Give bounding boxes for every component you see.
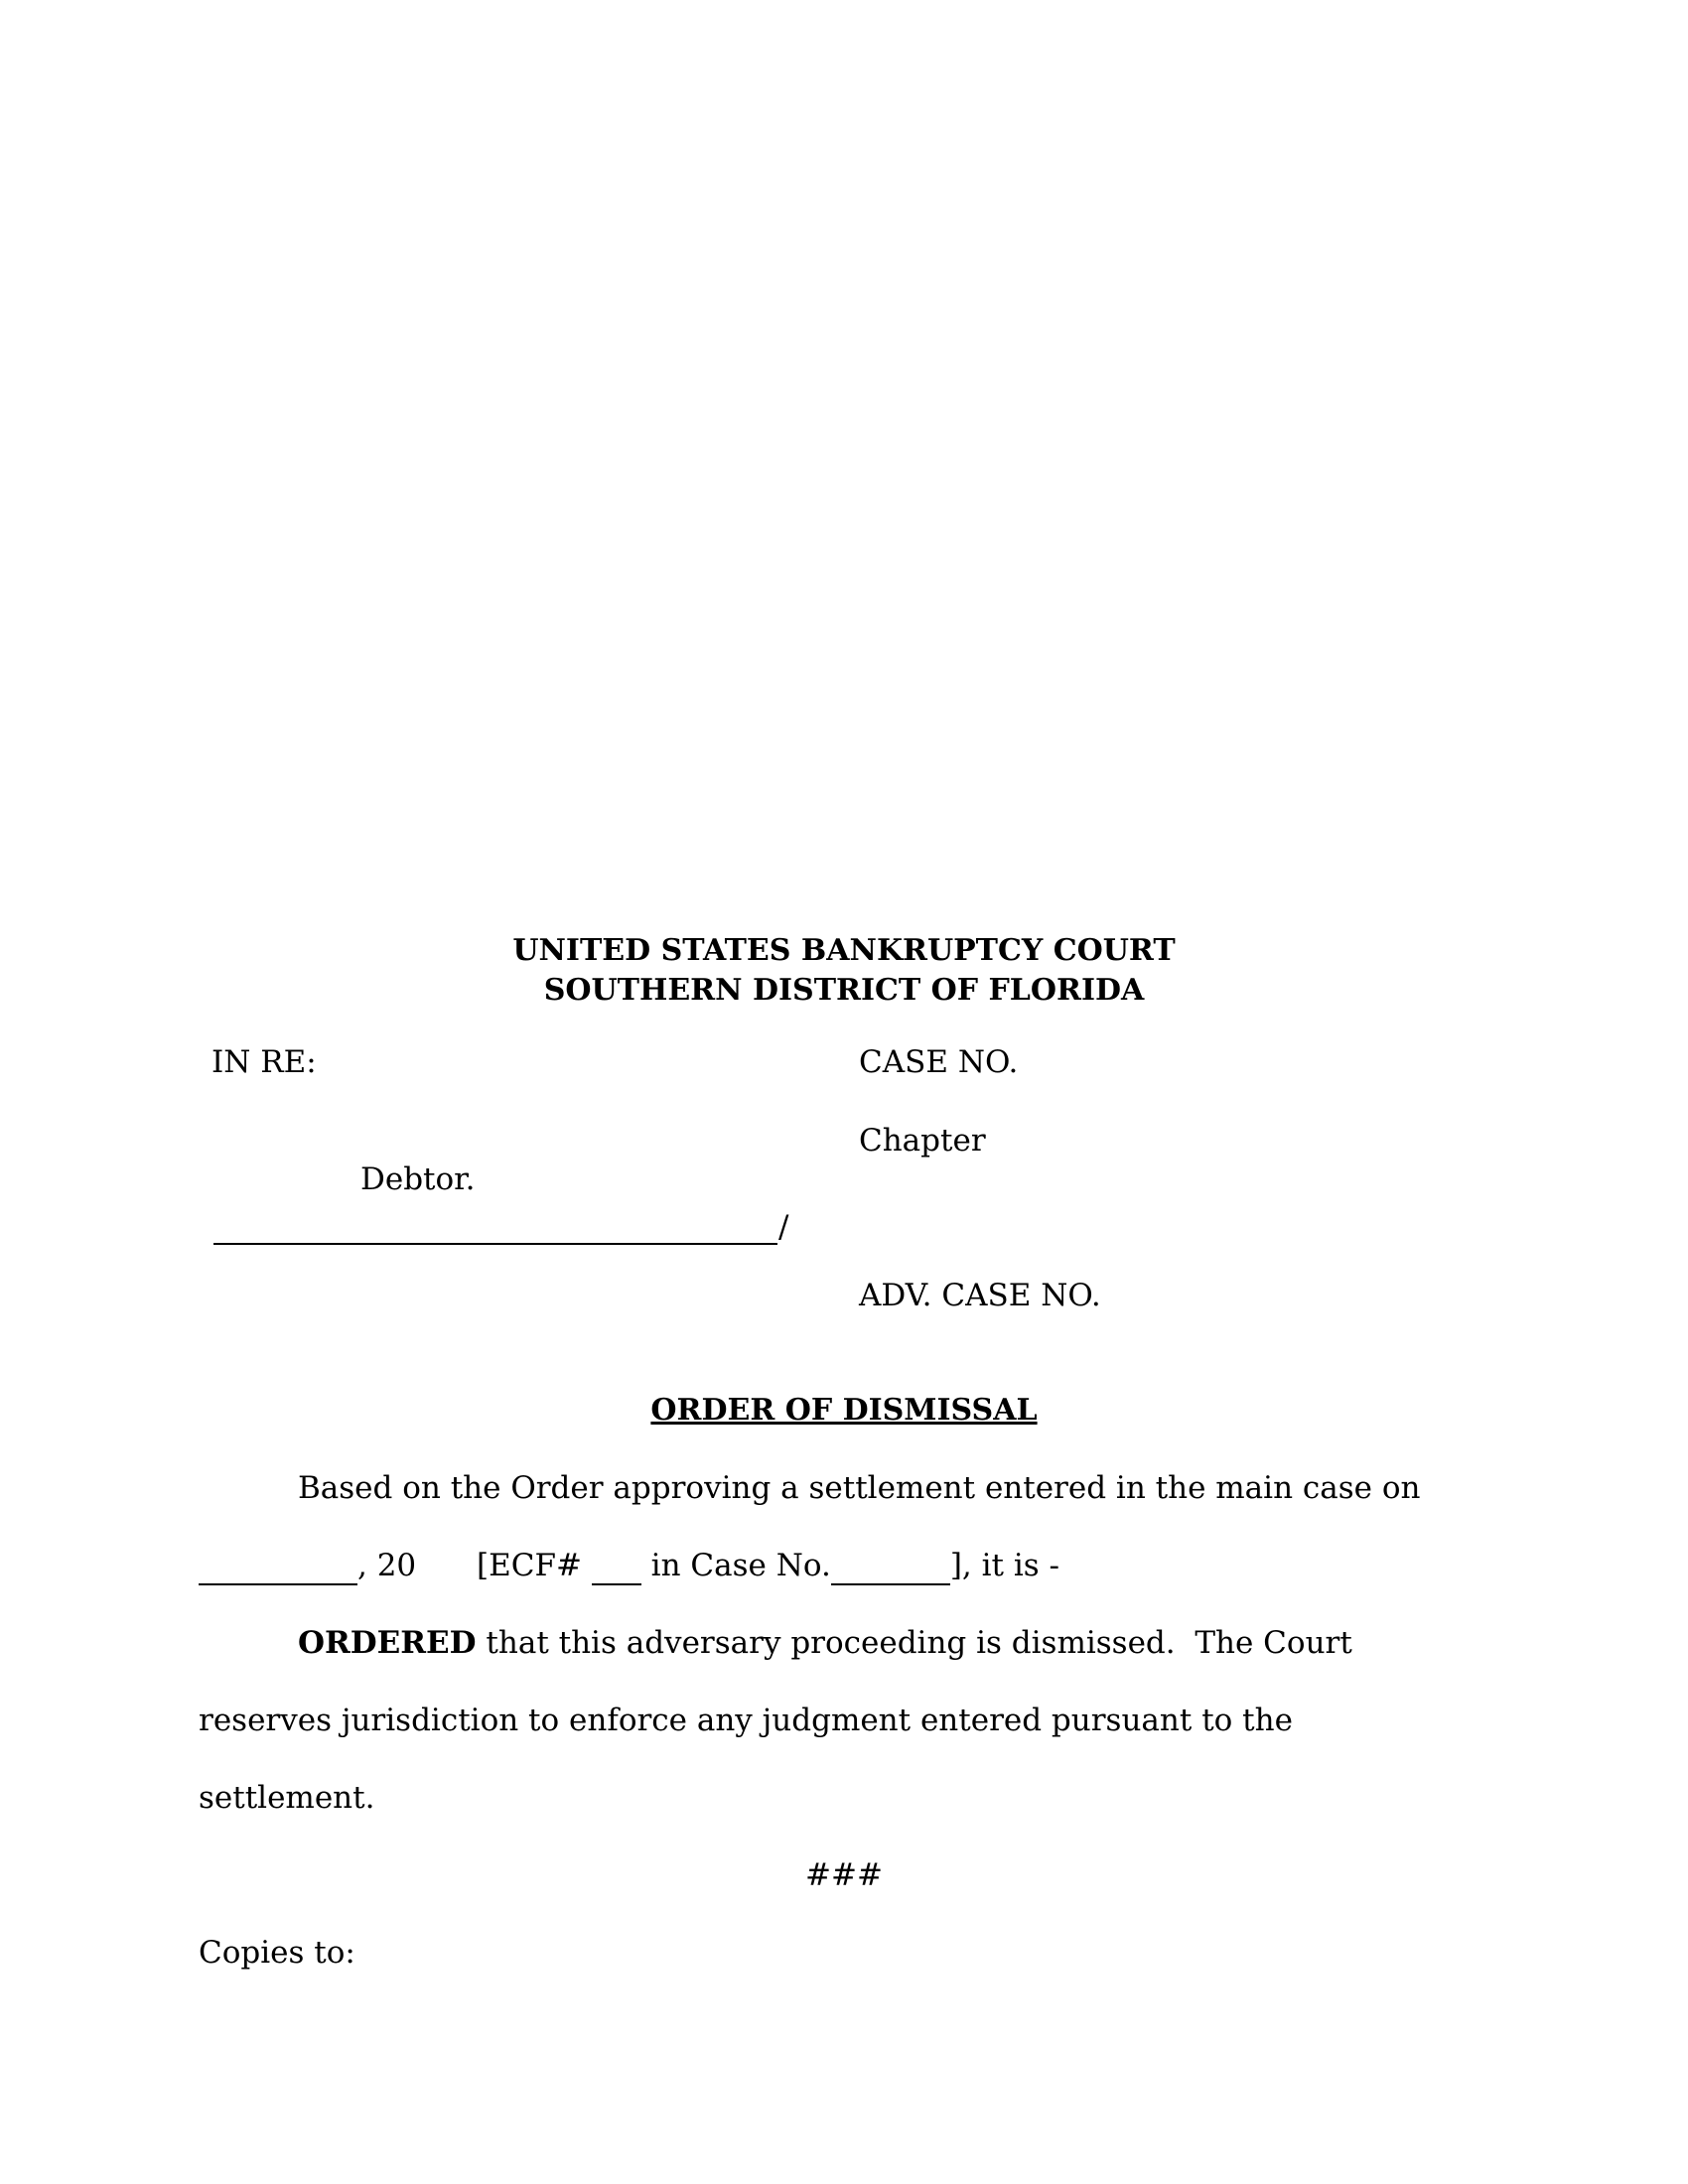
order-paragraph-1-line-2	[199, 1548, 416, 1585]
caption-signature-line	[213, 1243, 777, 1245]
ecf-label: [ECF#	[477, 1548, 582, 1583]
order-title: ORDER OF DISMISSAL	[650, 1393, 1038, 1428]
in-re-label: IN RE:	[211, 1044, 317, 1080]
chapter-label: Chapter	[859, 1123, 986, 1159]
it-is-text: ], it is -	[949, 1548, 1059, 1583]
ordered-word: ORDERED	[298, 1625, 477, 1661]
debtor-label: Debtor.	[360, 1161, 476, 1197]
copies-to-label: Copies to:	[199, 1935, 355, 1971]
order-paragraph-1-line-1: Based on the Order approving a settlement entered in the main case on	[298, 1470, 1421, 1506]
order-paragraph-2-line-2: reserves jurisdiction to enforce any judgment entered pursuant to the	[199, 1703, 1293, 1738]
in-case-no-text: in Case No.	[650, 1548, 831, 1583]
court-district-line: SOUTHERN DISTRICT OF FLORIDA	[543, 973, 1145, 1008]
date-blank	[199, 1548, 357, 1585]
court-name-line-1: UNITED STATES BANKRUPTCY COURT	[512, 933, 1176, 968]
court-name	[0, 931, 1688, 1011]
main-case-number-blank	[831, 1548, 950, 1585]
order-paragraph-2-line-3: settlement.	[199, 1780, 375, 1816]
ecf-number-blank	[592, 1548, 641, 1585]
ordered-text: that this adversary proceeding is dismissed. The Court	[476, 1625, 1352, 1661]
caption-slash: /	[778, 1209, 789, 1245]
adversary-case-number-label: ADV. CASE NO.	[859, 1278, 1101, 1313]
end-of-order-mark: ###	[805, 1857, 883, 1893]
order-paragraph-1-ecf	[477, 1548, 1059, 1585]
order-paragraph-2-line-1	[298, 1625, 1352, 1661]
case-number-label: CASE NO.	[859, 1044, 1019, 1080]
year-prefix-text: , 20	[357, 1548, 417, 1583]
